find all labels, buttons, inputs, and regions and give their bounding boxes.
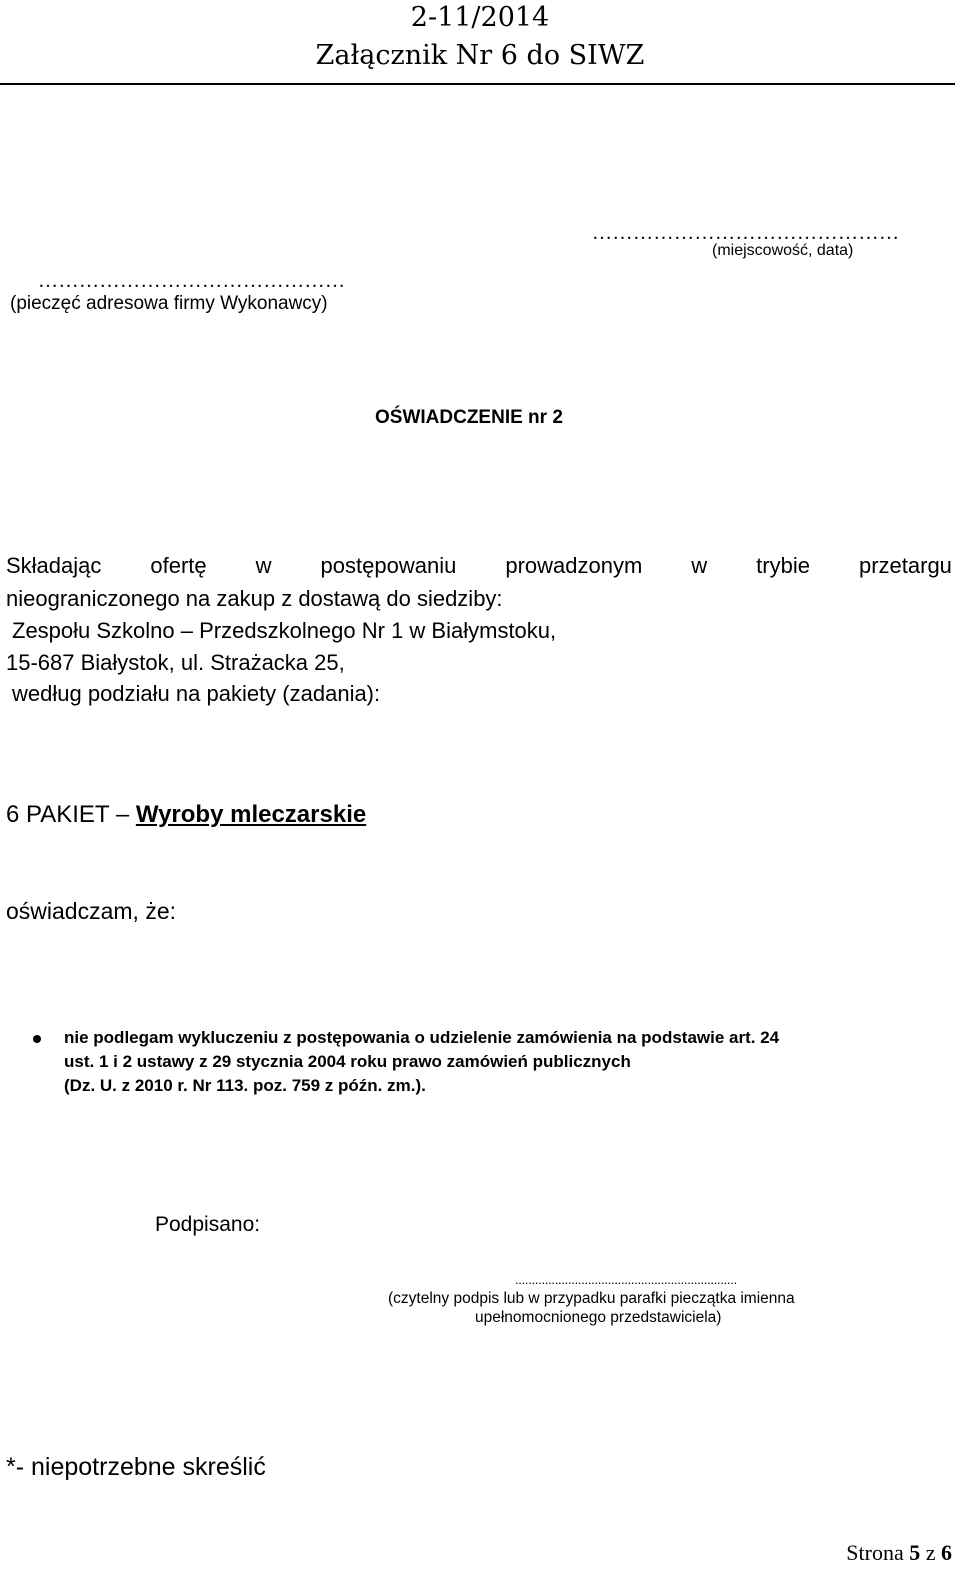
- intro-word: w: [255, 553, 272, 578]
- signature-dots: ...................................................................: [515, 1272, 737, 1287]
- intro-line-3: Zespołu Szkolno – Przedszkolnego Nr 1 w Białymstoku,: [12, 618, 557, 643]
- document-reference: 2-11/2014: [410, 2, 550, 33]
- package-heading: [6, 801, 366, 829]
- stamp-label: (pieczęć adresowa firmy Wykonawcy): [10, 293, 328, 314]
- footnote: *- niepotrzebne skreślić: [6, 1453, 266, 1481]
- page-current: 5: [909, 1540, 921, 1565]
- package-prefix: 6 PAKIET –: [6, 801, 130, 828]
- statement-title: OŚWIADCZENIE nr 2: [375, 407, 563, 428]
- clause-line-1: nie podlegam wykluczeniu z postępowania o udzielenie zamówienia na podstawie art. 24: [64, 1028, 780, 1047]
- header-divider: [0, 83, 955, 85]
- package-name: Wyroby mleczarskie: [135, 801, 367, 828]
- clause-line-3: (Dz. U. z 2010 r. Nr 113. poz. 759 z późn. zm.).: [64, 1076, 426, 1095]
- intro-word: ofertę: [150, 553, 207, 578]
- signature-caption-2: upełnomocnionego przedstawiciela): [475, 1309, 722, 1326]
- intro-word: trybie: [756, 553, 810, 578]
- intro-line-1: [6, 553, 952, 579]
- page-of: z: [925, 1540, 936, 1565]
- place-date-dots: ………………………………………: [592, 222, 900, 244]
- intro-word: postępowaniu: [320, 553, 457, 578]
- intro-word: przetargu: [858, 553, 952, 578]
- intro-word: Składając: [6, 553, 102, 578]
- stamp-dots: ………………………………………: [38, 270, 346, 292]
- signature-caption-1: (czytelny podpis lub w przypadku parafki pieczątka imienna: [388, 1290, 795, 1307]
- clause-line-2: ust. 1 i 2 ustawy z 29 stycznia 2004 roku prawo zamówień publicznych: [64, 1052, 631, 1071]
- bullet-icon: [33, 1035, 41, 1043]
- intro-word: w: [691, 553, 708, 578]
- attachment-title: Załącznik Nr 6 do SIWZ: [315, 40, 645, 71]
- intro-line-5: według podziału na pakiety (zadania):: [12, 681, 381, 706]
- intro-word: prowadzonym: [505, 553, 643, 578]
- place-date-label: (miejscowość, data): [712, 242, 854, 259]
- intro-line-2: nieograniczonego na zakup z dostawą do siedziby:: [6, 586, 503, 611]
- page-number: [846, 1540, 952, 1566]
- page-total: 6: [941, 1540, 952, 1565]
- intro-line-4: 15-687 Białystok, ul. Strażacka 25,: [6, 650, 345, 675]
- signed-label: Podpisano:: [155, 1213, 261, 1236]
- page-label: Strona: [846, 1540, 904, 1565]
- declaration-intro: oświadczam, że:: [6, 898, 177, 924]
